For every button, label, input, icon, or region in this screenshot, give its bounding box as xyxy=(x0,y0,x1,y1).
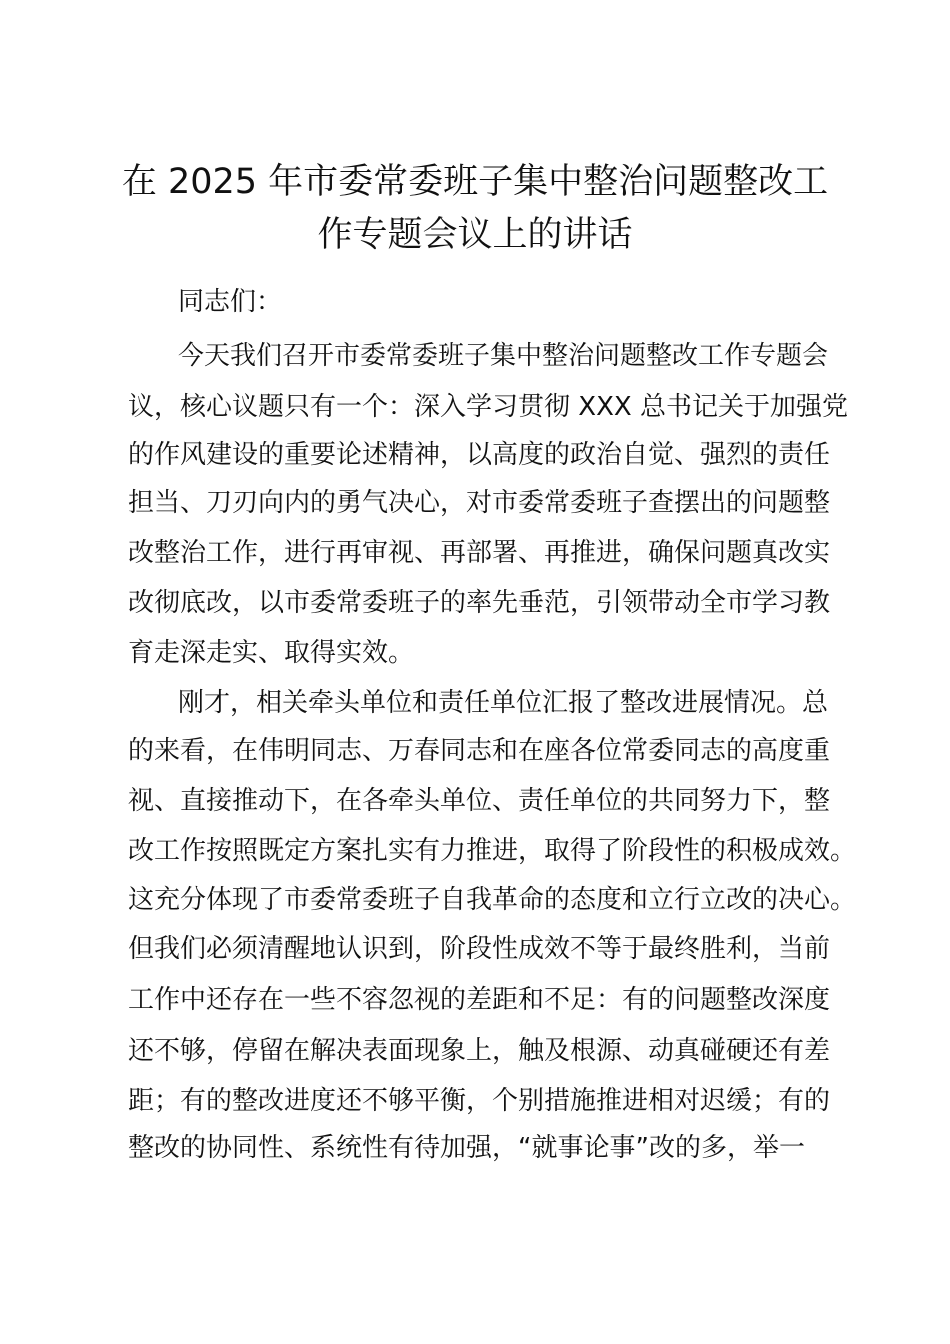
paragraph-2-line: 但我们必须清醒地认识到，阶段性成效不等于最终胜利，当前 xyxy=(128,934,831,964)
paragraph-1-line: 改整治工作，进行再审视、再部署、再推进，确保问题真改实 xyxy=(128,538,831,568)
paragraph-1-line: 育走深走实、取得实效。 xyxy=(128,638,415,668)
paragraph-2-line: 改工作按照既定方案扎实有力推进，取得了阶段性的积极成效。 xyxy=(128,836,857,866)
paragraph-1-line: 议，核心议题只有一个：深入学习贯彻 XXX 总书记关于加强党 xyxy=(128,392,848,422)
paragraph-2-line: 距；有的整改进度还不够平衡，个别措施推进相对迟缓；有的 xyxy=(128,1086,831,1116)
paragraph-2-line: 整改的协同性、系统性有待加强，“就事论事”改的多，举一 xyxy=(128,1133,805,1163)
paragraph-1-line: 的作风建设的重要论述精神，以高度的政治自觉、强烈的责任 xyxy=(128,440,831,470)
paragraph-1-line: 改彻底改，以市委常委班子的率先垂范，引领带动全市学习教 xyxy=(128,588,831,618)
document-title-line-2: 作专题会议上的讲话 xyxy=(317,215,633,255)
paragraph-2-line: 刚才，相关牵头单位和责任单位汇报了整改进展情况。总 xyxy=(178,688,829,718)
paragraph-2-line: 还不够，停留在解决表面现象上，触及根源、动真碰硬还有差 xyxy=(128,1036,831,1066)
document-title-line-1: 在 2025 年市委常委班子集中整治问题整改工 xyxy=(121,162,829,202)
paragraph-2-line: 的来看，在伟明同志、万春同志和在座各位常委同志的高度重 xyxy=(128,736,831,766)
paragraph-1-line: 担当、刀刃向内的勇气决心，对市委常委班子查摆出的问题整 xyxy=(128,488,831,518)
paragraph-2-line: 这充分体现了市委常委班子自我革命的态度和立行立改的决心。 xyxy=(128,885,857,915)
paragraph-1-line: 今天我们召开市委常委班子集中整治问题整改工作专题会 xyxy=(178,341,829,371)
paragraph-2-line: 视、直接推动下，在各牵头单位、责任单位的共同努力下，整 xyxy=(128,786,831,816)
paragraph-2-line: 工作中还存在一些不容忽视的差距和不足：有的问题整改深度 xyxy=(128,985,831,1015)
salutation: 同志们： xyxy=(178,287,283,317)
